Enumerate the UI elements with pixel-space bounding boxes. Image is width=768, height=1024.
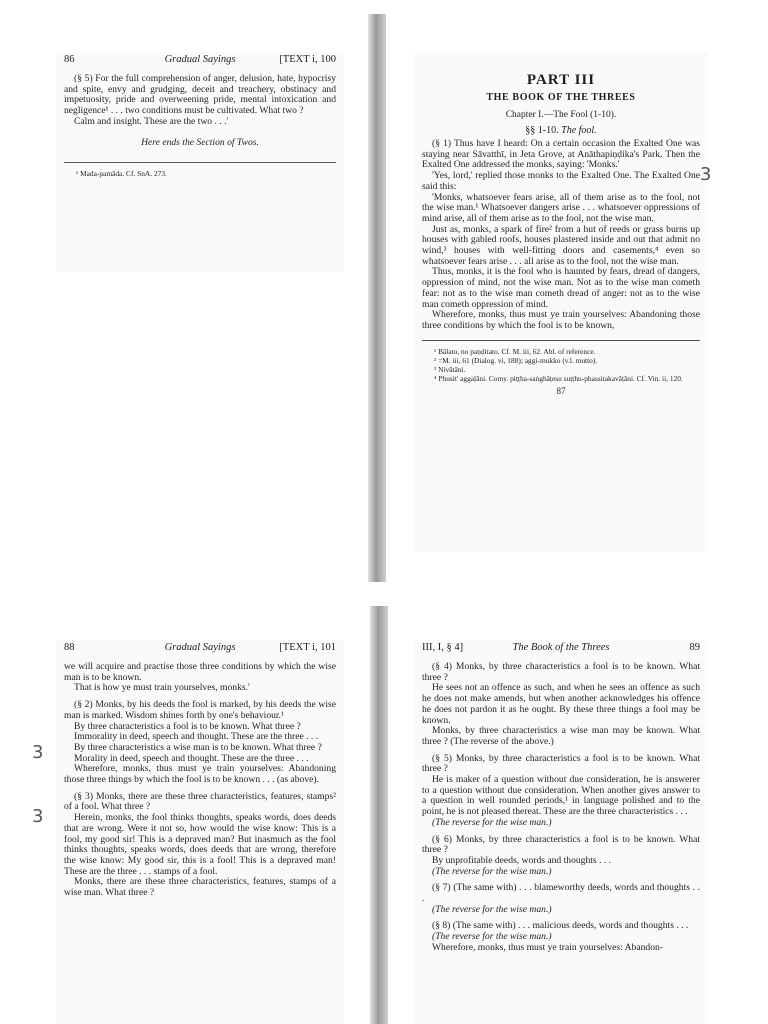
footnote: ¹ Mada-pamāda. Cf. SnA. 273. [76, 169, 167, 179]
paragraph: we will acquire and practise those three conditions by which the wise man is to be known. [64, 661, 336, 683]
body-text [414, 662, 708, 954]
running-title: The Book of the Threes [512, 642, 610, 653]
book-heading: THE BOOK OF THE THREES [486, 92, 636, 103]
paragraph: Immorality in deed, speech and thought. These are the three . . . [74, 731, 319, 743]
paragraph: By three characteristics a fool is to be known. What three ? [74, 720, 301, 732]
text-reference: [TEXT i, 101 [279, 642, 336, 653]
body-text [56, 74, 344, 148]
paragraph: (The reverse for the wise man.) [432, 865, 552, 877]
footnote: ³ Nivātāni. [434, 364, 466, 374]
paragraph: By three characteristics a wise man is to be known. What three ? [74, 741, 322, 753]
page-number: 86 [64, 54, 75, 65]
section-title: The fool. [561, 125, 597, 136]
paragraph: (§ 6) Monks, by three characteristics a fool is to be known. What three ? [422, 833, 700, 856]
paragraph: (§ 5) For the full comprehension of anger, delusion, hate, hypocrisy and spite, envy and grudging, deceit and treachery, obstinacy and impetuosity, pride and overweening pride, mental intoxication and negligence¹ . . . two conditions must be cultivated. What two ? [64, 73, 336, 117]
page-number: 88 [64, 642, 75, 653]
paragraph: Wherefore, monks, thus must ye train yourselves: Abandoning those three conditions by which the fool is to be known, [422, 309, 700, 331]
paragraph: (§ 7) (The same with) . . . blameworthy deeds, words and thoughts . . . [422, 882, 700, 905]
body-text [414, 139, 708, 332]
chapter-heading: Chapter I.—The Fool (1-10). [505, 110, 617, 120]
footnote-rule [64, 162, 336, 163]
footnote-rule [422, 340, 700, 341]
text-reference: III, I, § 4] [422, 642, 464, 653]
running-head [414, 640, 708, 658]
part-heading: PART III [526, 72, 596, 88]
section-ending: Here ends the Section of Twos. [141, 136, 259, 148]
page-number: 87 [556, 385, 566, 396]
paragraph: (§ 8) (The same with) . . . malicious deeds, words and thoughts . . . [432, 920, 689, 932]
page-89 [414, 640, 708, 1024]
footnote: ² =M. iii, 61 (Dialog. vi, 188); aggi-mukko (v.l. mutto). [434, 355, 598, 365]
margin-mark: 3 [32, 742, 44, 763]
paragraph: Calm and insight. These are the two . . .' [74, 115, 229, 127]
paragraph: He sees not an offence as such, and when he sees an offence as such he does not make amends, but when another acknowledges his offence he does not pardon it as he ought. By these three things a fool may be known. [422, 682, 700, 726]
page-88 [56, 640, 344, 1024]
page-86 [56, 52, 344, 272]
footnote: ⁴ Phusit' aggaḷāni. Comy. piṭṭha-saṅghāṭesu suṭṭhu-phassitakavāṭāni. Cf. Vin. ii, 120. [434, 373, 683, 383]
footnote: ¹ Bālato, no paṇḍitato. Cf. M. iii, 62. Abl. of reference. [434, 346, 596, 356]
paragraph: Just as, monks, a spark of fire² from a hut of reeds or grass burns up houses with gabled roofs, houses plastered inside and out that admit no wind,³ houses with well-fitting doors and casements,⁴ even so whatsoever fears arise . . . all arise as to the fool, not the wise man. [422, 223, 700, 267]
paragraph: He is maker of a question without due consideration, he is answerer to a question without due consideration. When another gives answer to a question in well rounded periods,¹ in language polished and to the point, he is not pleased thereat. These are the three characteristics . . . [422, 774, 700, 818]
paragraph: Thus, monks, it is the fool who is haunted by fears, dread of dangers, oppression of mind, not the wise man. Not as to the wise man cometh fear: not as to the wise man cometh dread of anger: not as to the wise man cometh oppression of mind. [422, 266, 700, 310]
footnotes [56, 169, 344, 178]
margin-mark: 3 [32, 806, 44, 827]
body-text [56, 662, 344, 899]
paragraph: Wherefore, monks, thus must ye train yourselves: Abandoning those three things by which the fool is to be known . . . (as above). [64, 763, 336, 786]
paragraph: 'Yes, lord,' replied those monks to the Exalted One. The Exalted One said this: [422, 170, 700, 192]
running-title: Gradual Sayings [164, 54, 236, 65]
paragraph: (§ 3) Monks, there are these three characteristics, features, stamps² of a fool. What three ? [64, 790, 336, 813]
book-gutter-bottom [370, 606, 388, 1024]
paragraph: That is how ye must train yourselves, monks.' [74, 682, 250, 694]
paragraph: By unprofitable deeds, words and thoughts . . . [432, 854, 612, 866]
margin-mark: 3 [700, 164, 712, 185]
paragraph: Monks, by three characteristics a wise man may be known. What three ? (The reverse of the above.) [422, 725, 700, 747]
paragraph: (§ 5) Monks, by three characteristics a fool is to be known. What three ? [422, 752, 700, 775]
book-gutter-top [368, 14, 386, 582]
running-title: Gradual Sayings [164, 642, 236, 653]
paragraph: (§ 4) Monks, by three characteristics a fool is to be known. What three ? [422, 661, 700, 683]
running-head [56, 52, 344, 70]
paragraph: 'Monks, whatsoever fears arise, all of them arise as to the fool, not the wise man.¹ Whatsoever dangers arise . . . whatsoever oppressions of mind arise, all of them arise as to the fool, not the wise man. [422, 191, 700, 224]
running-head [56, 640, 344, 658]
paragraph: Morality in deed, speech and thought. These are the three . . . [74, 752, 309, 764]
text-reference: [TEXT i, 100 [279, 54, 336, 65]
page-87 [414, 52, 708, 552]
paragraph: Wherefore, monks, thus must ye train yourselves: Abandon- [432, 941, 663, 953]
paragraph: Monks, there are these three characteristics, features, stamps of a wise man. What three ? [64, 876, 336, 899]
paragraph: (The reverse for the wise man.) [432, 903, 552, 915]
section-number: §§ 1-10. [525, 125, 559, 136]
page-number: 89 [689, 642, 700, 653]
section-heading [414, 125, 708, 136]
paragraph: (The reverse for the wise man.) [432, 816, 552, 828]
paragraph: (§ 2) Monks, by his deeds the fool is marked, by his deeds the wise man is marked. Wisdom shines forth by one's behaviour.¹ [64, 699, 336, 721]
paragraph: (The reverse for the wise man.) [432, 931, 552, 943]
paragraph: Herein, monks, the fool thinks thoughts, speaks words, does deeds that are wrong. Were it not so, how would the wise know: This is a fool, my good sir! This is a depraved man? But inasmuch as the fool thinks thoughts, speaks words, does deeds that are wrong, therefore the wise know: My good sir, this is a fool! This is a depraved man! These are the three . . . stamps of a fool. [64, 812, 336, 877]
footnotes [414, 347, 708, 383]
paragraph: (§ 1) Thus have I heard: On a certain occasion the Exalted One was staying near Sāvatthī, in Jeta Grove, at Anāthapiṇḍika's Park. Then the Exalted One addressed the monks, saying: 'Monks.' [422, 138, 700, 171]
